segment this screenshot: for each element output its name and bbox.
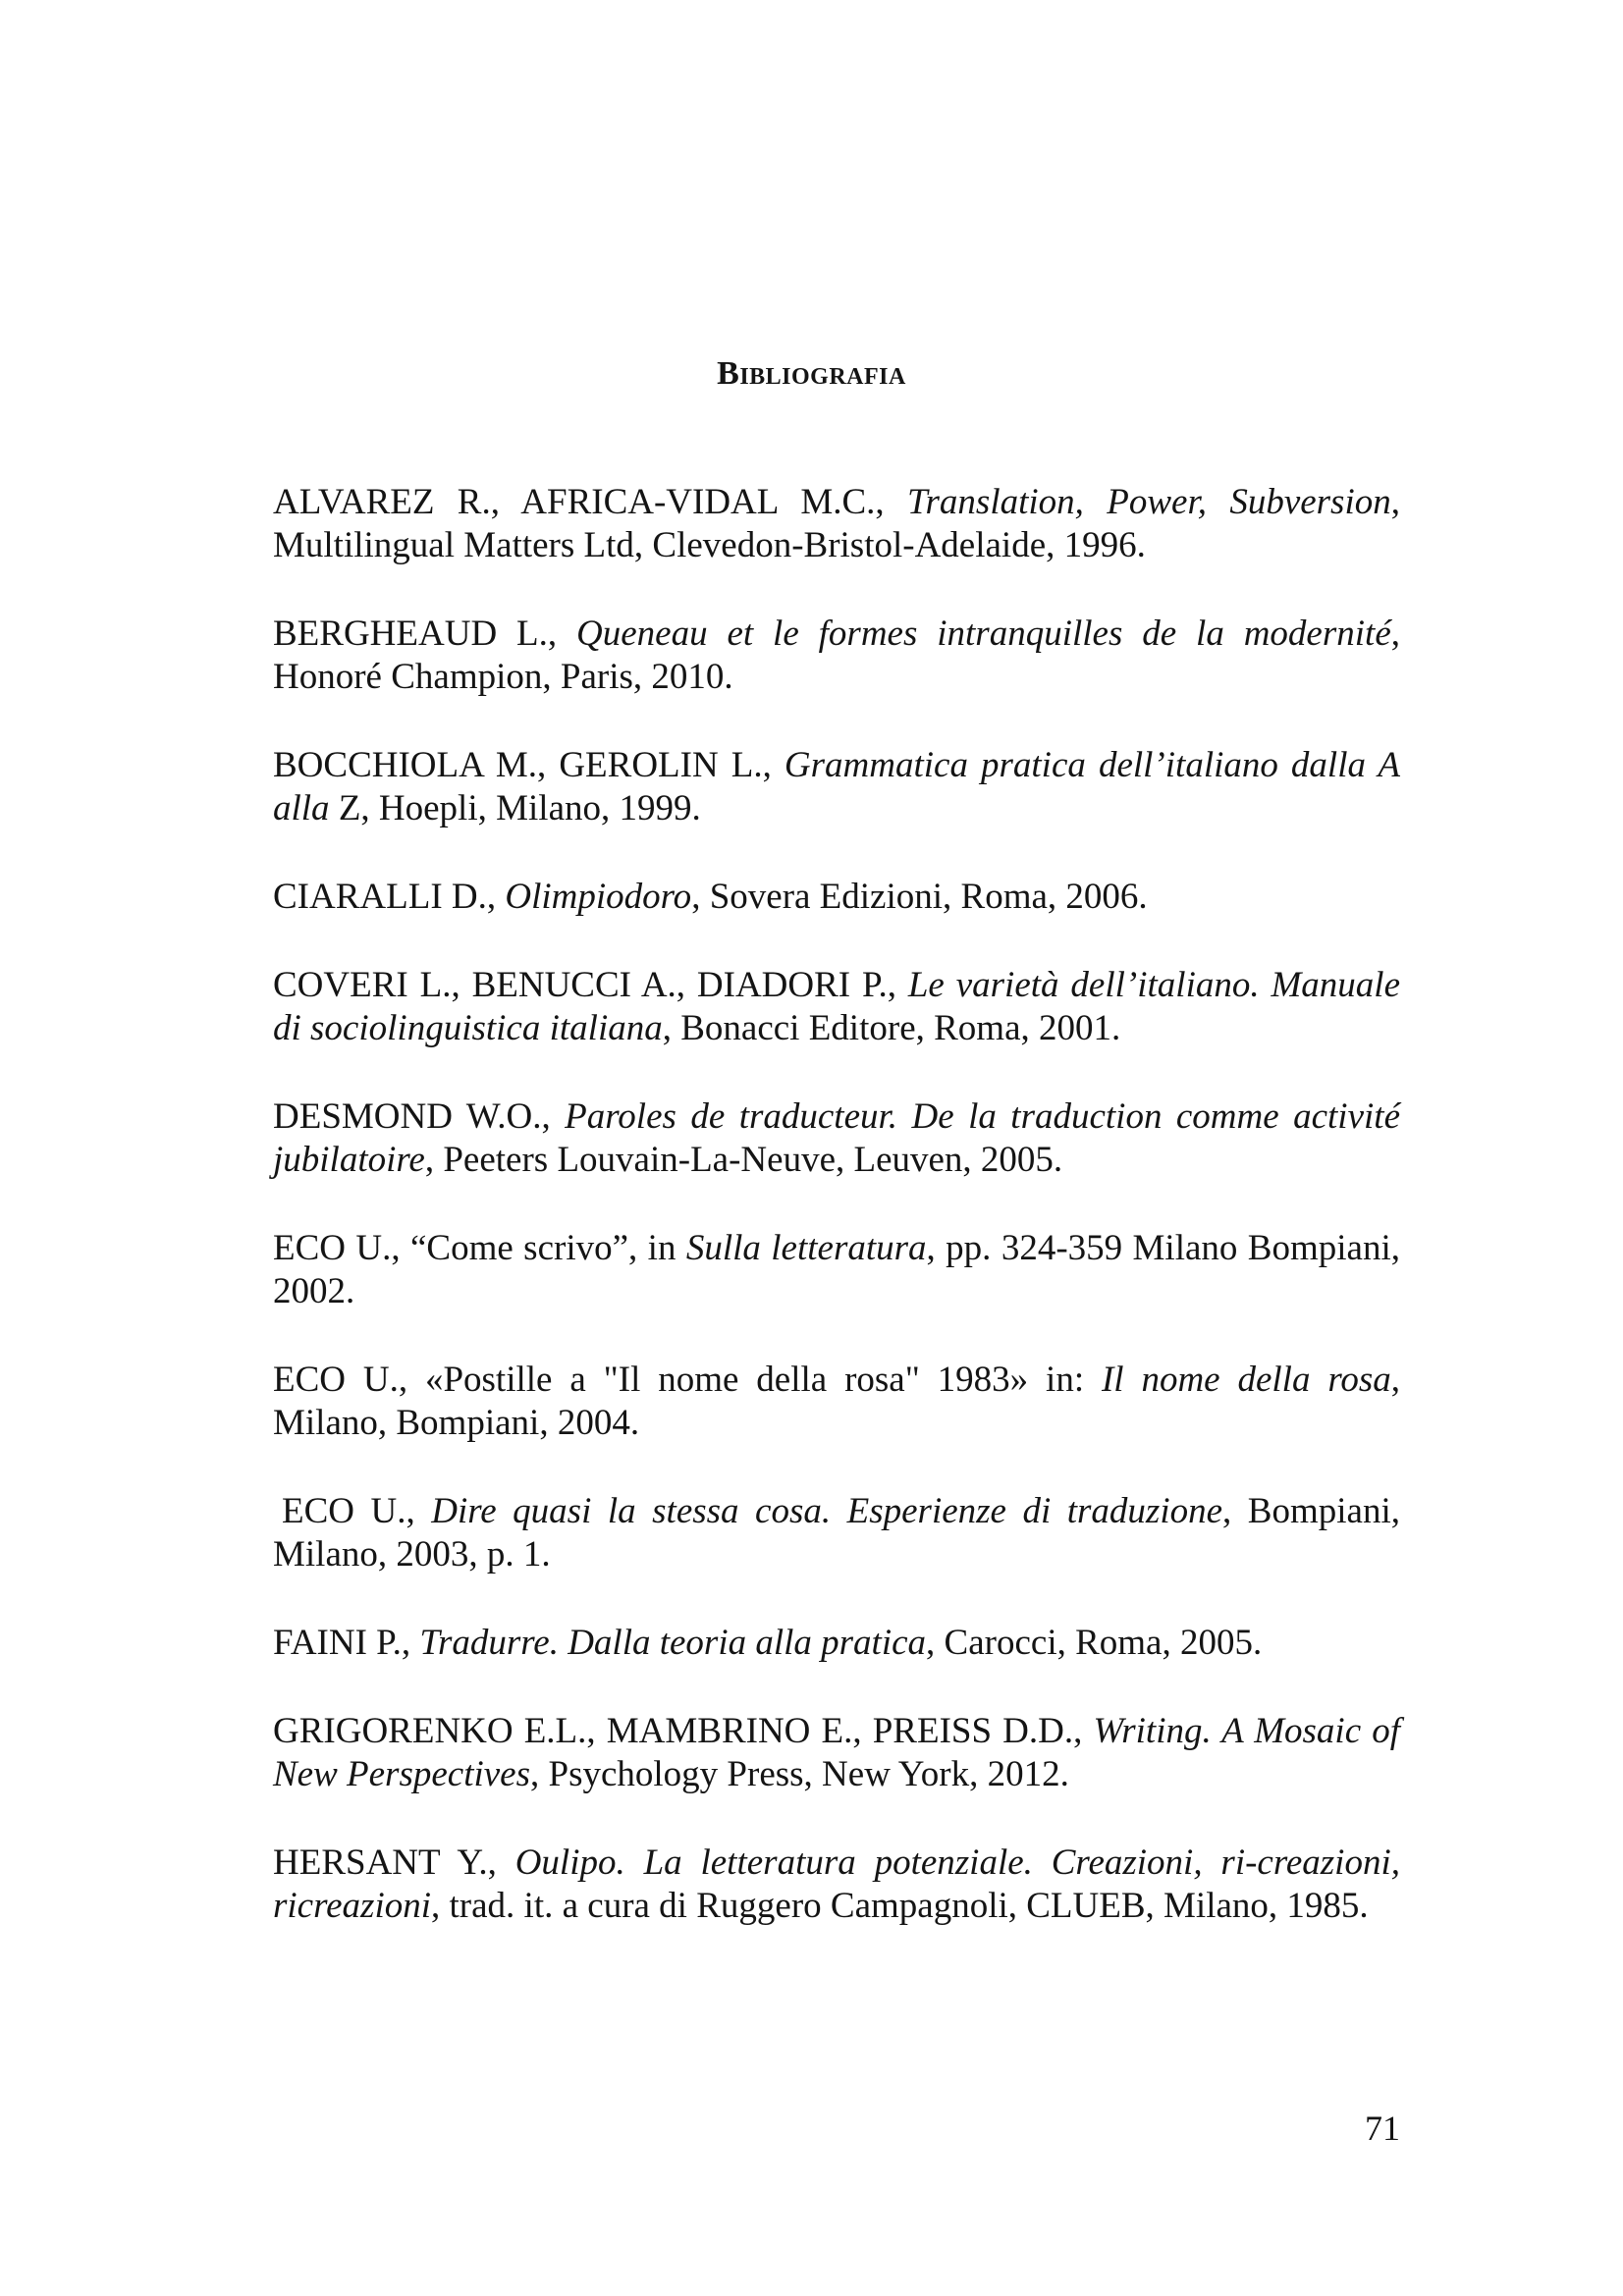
bibliography-entry <box>273 1227 1400 1313</box>
entry-publication: , trad. it. a cura di Ruggero Campagnoli, CLUEB, Milano, 1985. <box>431 1886 1369 1926</box>
entry-title: Paroles de traducteur. De la traduction comme activité jubilatoire <box>273 1096 1400 1180</box>
entry-title: Le varietà dell’italiano. Manuale di sociolinguistica italiana <box>273 965 1400 1048</box>
entry-title: Writing. A Mosaic of New Perspectives <box>273 1711 1401 1794</box>
entry-authors: BERGHEAUD L., <box>273 614 577 654</box>
entry-authors: FAINI P., <box>273 1623 420 1663</box>
entry-authors: ECO U., <box>282 1491 432 1531</box>
entry-title: Olimpiodoro <box>505 877 692 917</box>
bibliography-entry <box>273 481 1400 567</box>
bibliography-entry <box>273 1095 1400 1182</box>
bibliography-entry <box>273 744 1400 830</box>
entry-authors: CIARALLI D., <box>273 877 506 917</box>
entry-title: Translation, Power, Subversion <box>906 482 1391 522</box>
bibliography-list <box>273 481 1400 1973</box>
entry-title: Il nome della rosa <box>1101 1360 1391 1400</box>
entry-title: Sulla letteratura <box>685 1228 927 1268</box>
entry-publication: , Peeters Louvain-La-Neuve, Leuven, 2005. <box>424 1140 1063 1180</box>
bibliography-entry <box>273 613 1400 699</box>
bibliography-entry <box>273 1710 1400 1796</box>
entry-authors: HERSANT Y., <box>273 1842 515 1883</box>
entry-publication: , Honoré Champion, Paris, 2010. <box>273 614 1400 697</box>
bibliography-entry <box>273 964 1400 1050</box>
entry-authors: ECO U., «Postille a "Il nome della rosa" 1983» in: <box>273 1360 1102 1400</box>
entry-authors: ECO U., “Come scrivo”, in <box>273 1228 686 1268</box>
bibliography-entry <box>273 1622 1400 1665</box>
entry-title: Dire quasi la stessa cosa. Esperienze di traduzione <box>431 1491 1223 1531</box>
entry-publication: , pp. 324-359 Milano Bompiani, 2002. <box>273 1228 1400 1311</box>
entry-authors: BOCCHIOLA M., GEROLIN L., <box>273 745 784 785</box>
entry-title: Tradurre. Dalla teoria alla pratica <box>419 1623 927 1663</box>
entry-authors: GRIGORENKO E.L., MAMBRINO E., PREISS D.D., <box>273 1711 1094 1751</box>
entry-publication: , Sovera Edizioni, Roma, 2006. <box>691 877 1148 917</box>
bibliography-entry <box>273 1490 1400 1576</box>
entry-publication: , Multilingual Matters Ltd, Clevedon-Bristol-Adelaide, 1996. <box>273 482 1400 565</box>
entry-title: Grammatica pratica dell’italiano dalla A alla <box>273 745 1400 828</box>
entry-authors: ALVAREZ R., AFRICA-VIDAL M.C., <box>273 482 907 522</box>
entry-publication: , Bompiani, Milano, 2003, p. 1. <box>273 1491 1400 1575</box>
entry-authors: COVERI L., BENUCCI A., DIADORI P., <box>273 965 908 1005</box>
entry-title: Queneau et le formes intranquilles de la modernité <box>576 614 1391 654</box>
entry-authors: DESMOND W.O., <box>273 1096 566 1137</box>
entry-publication: , Milano, Bompiani, 2004. <box>273 1360 1400 1443</box>
bibliography-entry <box>273 1842 1400 1928</box>
entry-publication: Z, Hoepli, Milano, 1999. <box>329 788 701 828</box>
bibliography-entry <box>273 876 1400 919</box>
entry-publication: , Carocci, Roma, 2005. <box>926 1623 1263 1663</box>
bibliography-entry <box>273 1359 1400 1445</box>
entry-title: Oulipo. La letteratura potenziale. Creazioni, ri-creazioni, ricreazioni <box>273 1842 1400 1926</box>
page-number: 71 <box>1365 2109 1400 2148</box>
entry-publication: , Psychology Press, New York, 2012. <box>530 1754 1069 1794</box>
entry-publication: , Bonacci Editore, Roma, 2001. <box>662 1008 1121 1048</box>
bibliography-heading: Bibliografia <box>717 355 906 392</box>
